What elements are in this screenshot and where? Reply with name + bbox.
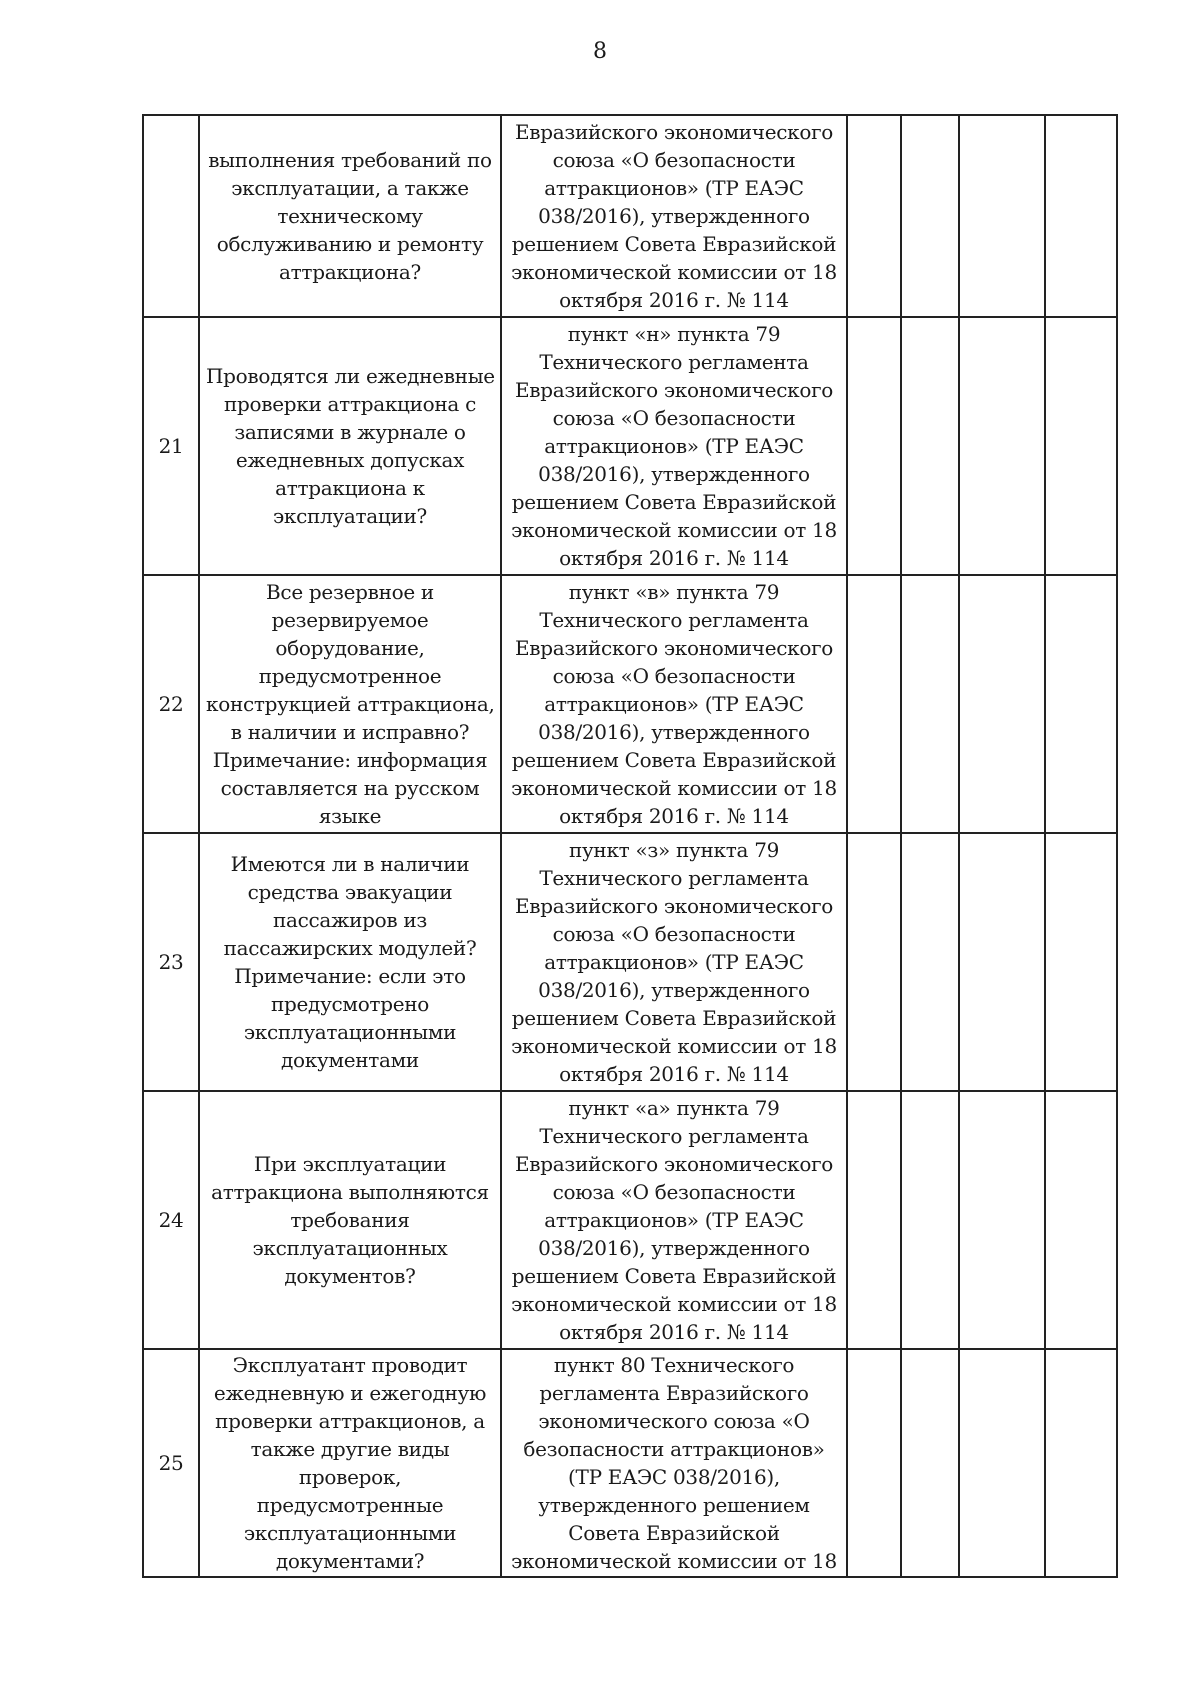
reference-line: Технического регламента [539,866,809,890]
reference-line: пункт «н» пункта 79 [567,322,781,346]
reference-line: аттракционов» (ТР ЕАЭС [544,176,804,200]
table-row [143,575,1117,833]
reference-line: октября 2016 г. № 114 [559,288,789,312]
question-line: эксплуатационными [243,1521,457,1545]
question-line: оборудование, [275,636,425,660]
note-cell [1045,1349,1117,1577]
question-line: Примечание: если это [234,964,466,988]
reference-cell [501,575,847,833]
answer-yes-cell [847,1091,901,1349]
reference-line: аттракционов» (ТР ЕАЭС [544,950,804,974]
table-row [143,115,1117,317]
note-cell [1045,1091,1117,1349]
reference-line: Евразийского экономического [515,120,833,144]
answer-yes-cell [847,575,901,833]
question-line: Примечание: информация [212,748,488,772]
reference-cell [501,317,847,575]
note-cell [1045,833,1117,1091]
row-number-cell: 24 [143,1091,199,1349]
not-applicable-cell [959,115,1045,317]
answer-no-cell [901,575,959,833]
reference-line: пункт «з» пункта 79 [568,838,780,862]
reference-line: решением Совета Евразийской [511,1264,837,1288]
not-applicable-cell [959,317,1045,575]
question-line: резервируемое [271,608,429,632]
reference-line: решением Совета Евразийской [511,1006,837,1030]
reference-cell [501,1091,847,1349]
reference-line: пункт «в» пункта 79 [568,580,780,604]
question-line: эксплуатационными [243,1020,457,1044]
reference-line: Технического регламента [539,608,809,632]
answer-no-cell [901,317,959,575]
answer-yes-cell [847,317,901,575]
question-line: ежедневных допусках [235,448,465,472]
reference-line: экономического союза «О [538,1409,810,1433]
reference-line: пункт 80 Технического [553,1353,795,1377]
question-cell [199,833,501,1091]
reference-line: 038/2016), утвержденного [538,204,810,228]
question-line: аттракциона? [279,260,421,284]
note-cell [1045,115,1117,317]
question-line: в наличии и исправно? [230,720,470,744]
question-line: эксплуатации? [273,504,427,528]
reference-line: октября 2016 г. № 114 [559,1320,789,1344]
question-line: При эксплуатации [253,1152,447,1176]
reference-line: Евразийского экономического [515,636,833,660]
note-cell [1045,575,1117,833]
reference-line: экономической комиссии от 18 [511,518,837,542]
answer-no-cell [901,1091,959,1349]
question-line: языке [318,804,382,828]
question-line: обслуживанию и ремонту [216,232,484,256]
answer-yes-cell [847,115,901,317]
reference-line: экономической комиссии от 18 [511,776,837,800]
question-line: Все резервное и [266,580,434,604]
question-line: эксплуатации, а также [231,176,469,200]
question-line: Имеются ли в наличии [230,852,470,876]
reference-line: аттракционов» (ТР ЕАЭС [544,434,804,458]
row-number-cell: 21 [143,317,199,575]
table-row [143,1091,1117,1349]
question-line: эксплуатационных [252,1236,448,1260]
question-line: требования [290,1208,410,1232]
answer-no-cell [901,1349,959,1577]
table-row [143,317,1117,575]
reference-line: решением Совета Евразийской [511,748,837,772]
reference-line: безопасности аттракционов» [523,1437,825,1461]
reference-line: экономической комиссии от 18 [511,1034,837,1058]
question-line: аттракциона к [275,476,425,500]
question-line: ежедневную и ежегодную [213,1381,487,1405]
reference-line: экономической комиссии от 18 [511,1292,837,1316]
question-line: также другие виды [250,1437,450,1461]
question-line: документами [281,1048,419,1072]
reference-line: Совета Евразийской [568,1521,780,1545]
reference-line: регламента Евразийского [539,1381,809,1405]
reference-line: союза «О безопасности [552,148,796,172]
question-line: записями в журнале о [234,420,466,444]
not-applicable-cell [959,1091,1045,1349]
question-cell [199,317,501,575]
question-cell [199,1091,501,1349]
reference-line: решением Совета Евразийской [511,232,837,256]
question-line: проверок, [298,1465,402,1489]
reference-line: решением Совета Евразийской [511,490,837,514]
question-line: пассажирских модулей? [223,936,477,960]
reference-line: 038/2016), утвержденного [538,1236,810,1260]
row-number-cell [143,115,199,317]
reference-cell [501,1349,847,1577]
question-line: конструкцией аттракциона, [206,692,495,716]
reference-line: союза «О безопасности [552,406,796,430]
reference-line: Технического регламента [539,1124,809,1148]
checklist-table [142,114,1118,1578]
row-number-cell: 22 [143,575,199,833]
question-line: проверки аттракциона с [224,392,476,416]
answer-yes-cell [847,1349,901,1577]
not-applicable-cell [959,575,1045,833]
question-line: пассажиров из [272,908,428,932]
reference-line: Евразийского экономического [515,378,833,402]
not-applicable-cell [959,833,1045,1091]
reference-line: Технического регламента [539,350,809,374]
reference-cell [501,115,847,317]
question-line: Проводятся ли ежедневные [206,364,495,388]
question-line: техническому [277,204,423,228]
note-cell [1045,317,1117,575]
answer-no-cell [901,833,959,1091]
reference-line: пункт «а» пункта 79 [568,1096,780,1120]
question-line: Эксплуатант проводит [232,1353,468,1377]
question-line: предусмотренное [258,664,442,688]
question-line: предусмотрено [270,992,430,1016]
row-number-cell: 25 [143,1349,199,1577]
reference-cell [501,833,847,1091]
table-row [143,1349,1117,1577]
reference-line: 038/2016), утвержденного [538,720,810,744]
question-line: выполнения требований по [208,148,492,172]
reference-line: 038/2016), утвержденного [538,978,810,1002]
question-cell [199,115,501,317]
reference-line: Евразийского экономического [515,1152,833,1176]
reference-line: (ТР ЕАЭС 038/2016), [568,1465,780,1489]
row-number-cell: 23 [143,833,199,1091]
question-cell [199,1349,501,1577]
page-number: 8 [593,39,607,64]
question-line: документами? [275,1549,425,1573]
question-line: документов? [284,1264,416,1288]
reference-line: союза «О безопасности [552,664,796,688]
question-line: проверки аттракционов, а [215,1409,485,1433]
reference-line: 038/2016), утвержденного [538,462,810,486]
question-line: составляется на русском [220,776,480,800]
reference-line: утвержденного решением [538,1493,810,1517]
table-row [143,833,1117,1091]
not-applicable-cell [959,1349,1045,1577]
reference-line: Евразийского экономического [515,894,833,918]
reference-line: экономической комиссии от 18 [511,1549,837,1573]
question-line: предусмотренные [256,1493,444,1517]
answer-yes-cell [847,833,901,1091]
reference-line: аттракционов» (ТР ЕАЭС [544,692,804,716]
reference-line: союза «О безопасности [552,922,796,946]
reference-line: октября 2016 г. № 114 [559,1062,789,1086]
reference-line: аттракционов» (ТР ЕАЭС [544,1208,804,1232]
reference-line: октября 2016 г. № 114 [559,804,789,828]
reference-line: октября 2016 г. № 114 [559,546,789,570]
question-line: аттракциона выполняются [211,1180,489,1204]
reference-line: экономической комиссии от 18 [511,260,837,284]
reference-line: союза «О безопасности [552,1180,796,1204]
question-line: средства эвакуации [247,880,453,904]
question-cell [199,575,501,833]
answer-no-cell [901,115,959,317]
